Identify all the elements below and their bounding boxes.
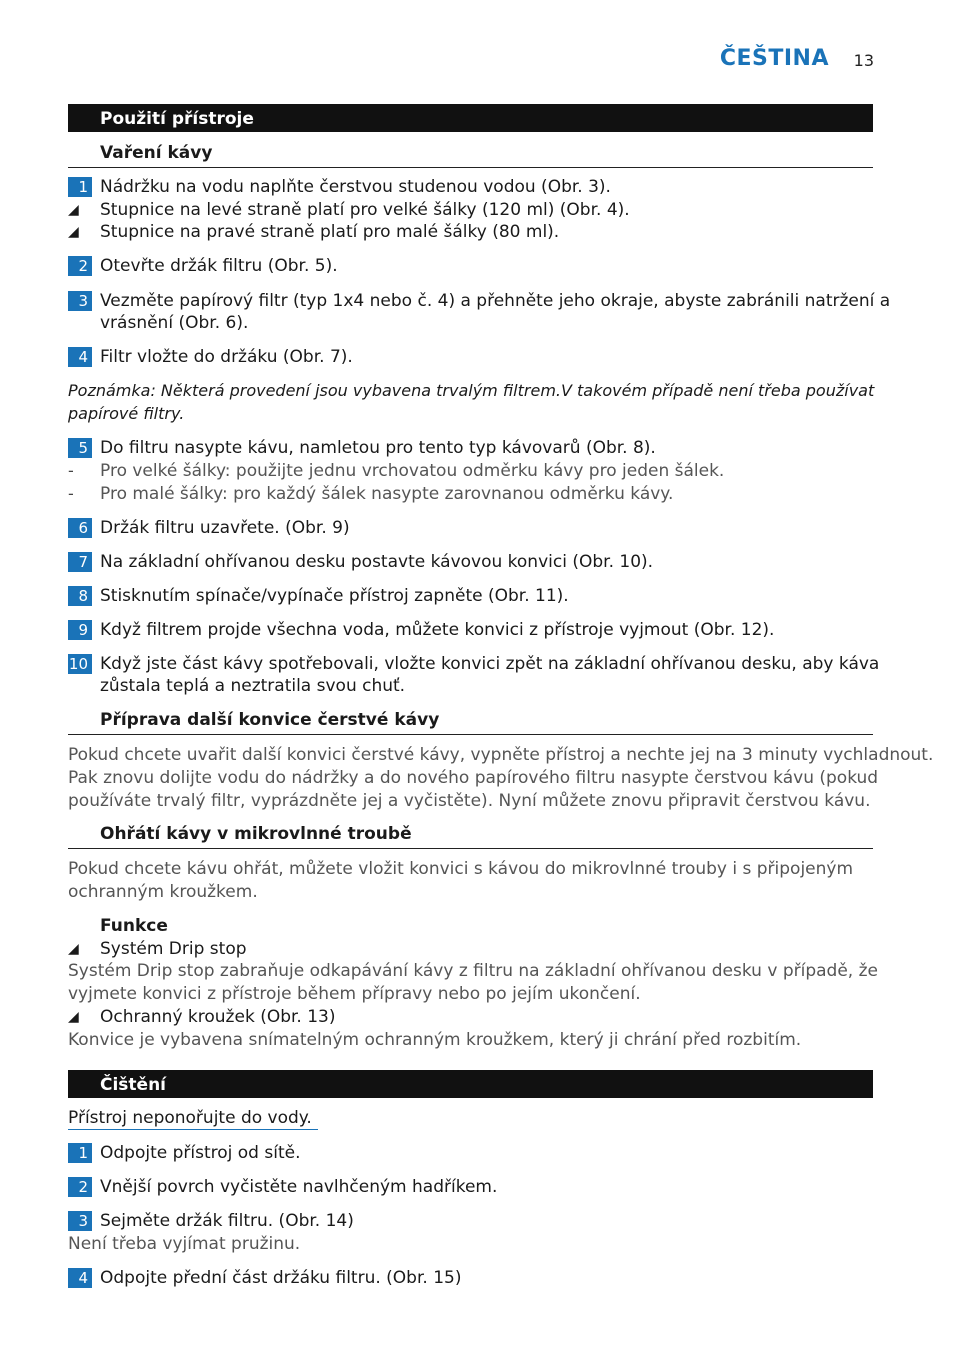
section-title-cleaning: Čištění — [68, 1070, 873, 1098]
step-number: 5 — [68, 438, 92, 458]
step-number: 8 — [68, 586, 92, 606]
step-text: Do filtru nasypte kávu, namletou pro tento typ kávovarů (Obr. 8). — [100, 438, 656, 458]
step-text: Vnější povrch vyčistěte navlhčeným hadříkem. — [100, 1177, 498, 1197]
features-title: Funkce — [100, 916, 168, 936]
dash-bullet: - — [68, 461, 74, 480]
step-number: 4 — [68, 1268, 92, 1288]
step-text: zůstala teplá a neztratila svou chuť. — [100, 676, 406, 696]
bullet-text: Systém Drip stop — [100, 939, 247, 959]
paragraph-line: Pak znovu dolijte vodu do nádržky a do nového papírového filtru nasypte čerstvou kávu (pokud — [68, 768, 879, 788]
paragraph-line: ochranným kroužkem. — [68, 882, 258, 902]
paragraph-line: Pokud chcete kávu ohřát, můžete vložit konvici s kávou do mikrovlnné trouby i s připojeným — [68, 859, 854, 879]
paragraph-line: vyjmete konvici z přístroje během přípravy nebo po jejím ukončení. — [68, 984, 641, 1004]
step-note: Není třeba vyjímat pružinu. — [68, 1234, 301, 1254]
step-text: Otevřte držák filtru (Obr. 5). — [100, 256, 338, 276]
bullet-text: Stupnice na pravé straně platí pro malé šálky (80 ml). — [100, 222, 560, 242]
step-number: 2 — [68, 1177, 92, 1197]
step-number: 1 — [68, 177, 92, 197]
triangle-bullet-icon: ◢ — [68, 202, 79, 218]
step-number: 3 — [68, 1211, 92, 1231]
step-number: 3 — [68, 291, 92, 311]
subsection-title-brewing: Vaření kávy — [68, 142, 873, 168]
page-number: 13 — [853, 51, 874, 70]
bullet-text: Ochranný kroužek (Obr. 13) — [100, 1007, 336, 1027]
step-number: 1 — [68, 1143, 92, 1163]
step-text: Odpojte přední část držáku filtru. (Obr. 15) — [100, 1268, 462, 1288]
step-text: Držák filtru uzavřete. (Obr. 9) — [100, 518, 350, 538]
triangle-bullet-icon: ◢ — [68, 941, 79, 957]
dash-text: Pro velké šálky: použijte jednu vrchovatou odměrku kávy pro jeden šálek. — [100, 461, 725, 481]
paragraph-line: Pokud chcete uvařit další konvici čerstvé kávy, vypněte přístroj a nechte jej na 3 minuty vychladnout. — [68, 745, 934, 765]
note-text: Poznámka: Některá provedení jsou vybavena trvalým filtrem.V takovém případě není třeba používat — [68, 381, 875, 400]
triangle-bullet-icon: ◢ — [68, 224, 79, 240]
warning-text: Přístroj neponořujte do vody. — [68, 1107, 318, 1130]
step-text: Na základní ohřívanou desku postavte kávovou konvici (Obr. 10). — [100, 552, 654, 572]
triangle-bullet-icon: ◢ — [68, 1009, 79, 1025]
subsection-title-microwave: Ohřátí kávy v mikrovlnné troubě — [68, 823, 873, 849]
dash-bullet: - — [68, 484, 74, 503]
paragraph-line: Systém Drip stop zabraňuje odkapávání kávy z filtru na základní ohřívanou desku v případě, že — [68, 961, 878, 981]
step-text: vrásnění (Obr. 6). — [100, 313, 249, 333]
step-number: 6 — [68, 518, 92, 538]
language-header: ČEŠTINA — [719, 46, 829, 71]
paragraph-line: používáte trvalý filtr, vyprázdněte jej a vyčistěte). Nyní můžete znovu připravit čerstvou kávu. — [68, 791, 871, 811]
note-text: papírové filtry. — [68, 404, 185, 423]
paragraph-line: Konvice je vybavena snímatelným ochranným kroužkem, který ji chrání před rozbitím. — [68, 1030, 802, 1050]
step-number: 10 — [68, 654, 92, 674]
step-number: 7 — [68, 552, 92, 572]
step-text: Když filtrem projde všechna voda, můžete konvici z přístroje vyjmout (Obr. 12). — [100, 620, 775, 640]
subsection-title-fresh-pot: Příprava další konvice čerstvé kávy — [68, 709, 873, 735]
dash-text: Pro malé šálky: pro každý šálek nasypte zarovnanou odměrku kávy. — [100, 484, 674, 504]
step-text: Filtr vložte do držáku (Obr. 7). — [100, 347, 353, 367]
step-text: Stisknutím spínače/vypínače přístroj zapněte (Obr. 11). — [100, 586, 569, 606]
step-text: Nádržku na vodu naplňte čerstvou studenou vodou (Obr. 3). — [100, 177, 611, 197]
section-title-usage: Použití přístroje — [68, 104, 873, 132]
bullet-text: Stupnice na levé straně platí pro velké šálky (120 ml) (Obr. 4). — [100, 200, 630, 220]
step-text: Odpojte přístroj od sítě. — [100, 1143, 301, 1163]
step-text: Vezměte papírový filtr (typ 1x4 nebo č. 4) a přehněte jeho okraje, abyste zabránili natržení a — [100, 291, 891, 311]
step-text: Když jste část kávy spotřebovali, vložte konvici zpět na základní ohřívanou desku, aby káva — [100, 654, 880, 674]
step-number: 4 — [68, 347, 92, 367]
step-text: Sejměte držák filtru. (Obr. 14) — [100, 1211, 354, 1231]
step-number: 9 — [68, 620, 92, 640]
step-number: 2 — [68, 256, 92, 276]
